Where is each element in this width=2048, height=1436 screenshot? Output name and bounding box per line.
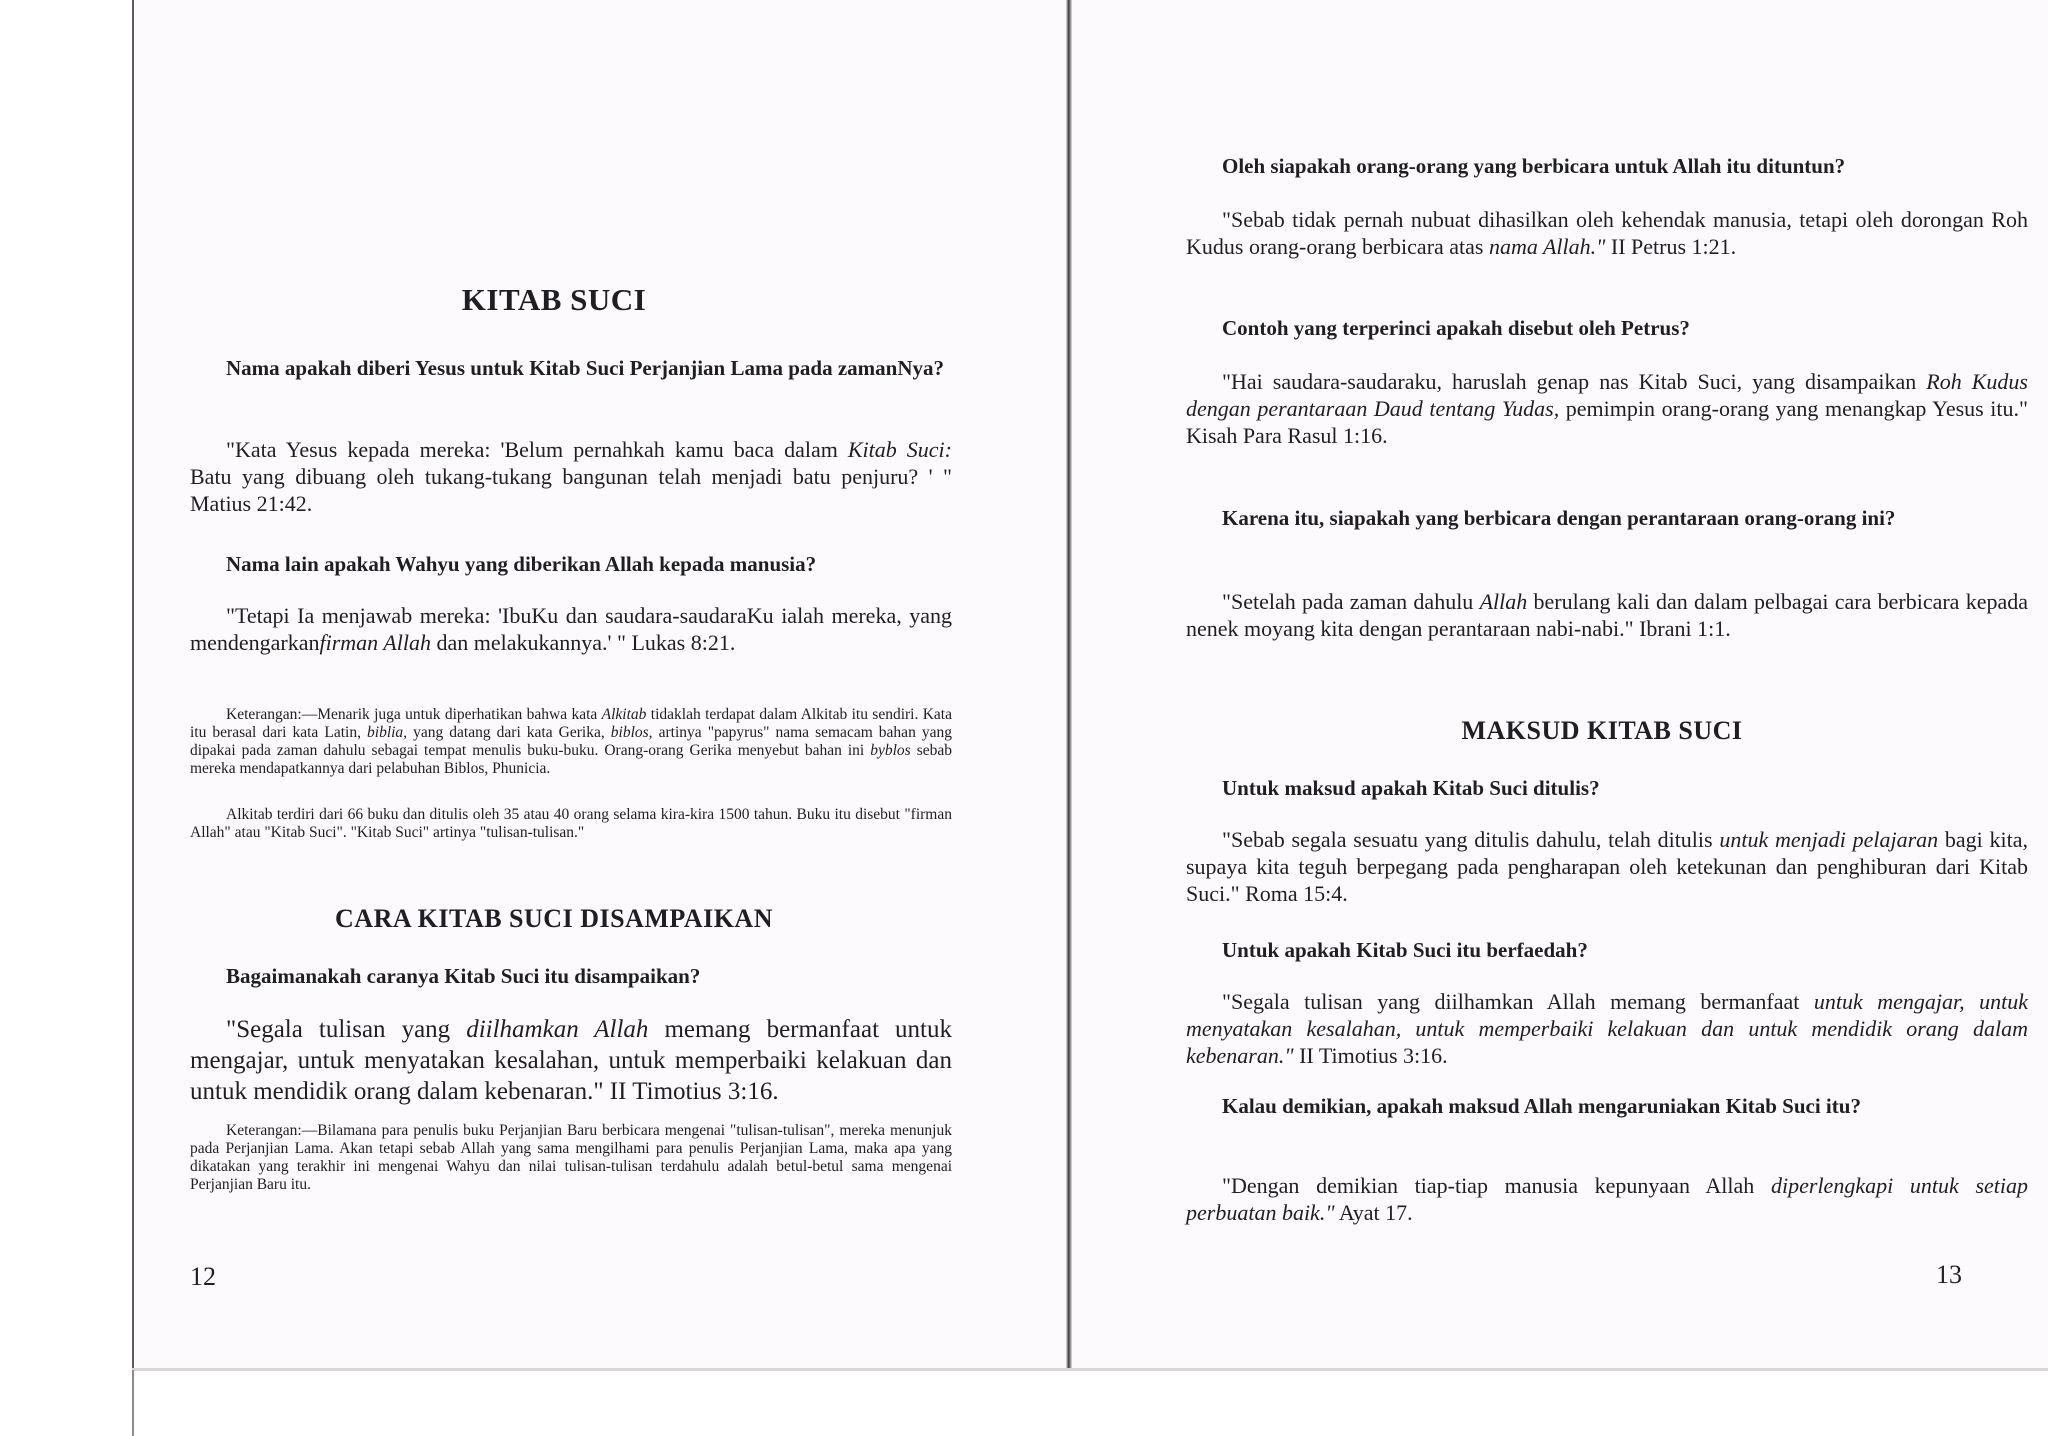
answer-2-text-end: pemimpin orang-orang yang menangkap Yesus itu." Kisah Para Rasul 1:16.	[1186, 396, 2029, 448]
question-3: Karena itu, siapakah yang berbicara dengan perantaraan orang-orang ini?	[1222, 506, 1896, 530]
answer-2-text-end: dan melakukannya.' " Lukas 8:21.	[430, 630, 736, 655]
note-1-paragraph-2: Alkitab terdiri dari 66 buku dan ditulis oleh 35 atau 40 orang selama kira-kira 1500 tahun. Buku itu disebut "firman Allah" atau "Kitab Suci". "Kitab Suci" artinya "tulisan-tulisan."	[190, 806, 952, 841]
answer-6-text: "Dengan demikian tiap-tiap manusia kepunyaan Allah	[1222, 1173, 1771, 1198]
answer-1	[190, 436, 952, 517]
note-1-text-e: sebab mereka mendapatkannya dari pelabuhan Biblos, Phunicia.	[190, 742, 953, 777]
answer-4-text-end: bagi kita, supaya kita teguh berpegang pada pengharapan oleh ketekunan dan penghiburan dari Kitab Suci." Roma 15:4.	[1186, 827, 2028, 906]
note-2: Keterangan:—Bilamana para penulis buku Perjanjian Baru berbicara mengenai "tulisan-tulisan", mereka menunjuk pada Perjanjian Lama. Akan tetapi sebab Allah yang sama mengilhami para penulis Perjanjian Lama, maka apa yang dikatakan yang terakhir ini mengenai Wahyu dan nilai tulisan-tulisan terdahulu adalah betul-betul sama mengenai Perjanjian Baru itu.	[190, 1122, 952, 1193]
answer-2-text: "Tetapi Ia menjawab mereka: 'IbuKu dan saudara-saudaraKu ialah mereka, yang mendengarkan	[190, 603, 952, 655]
answer-3-italic: Allah	[1479, 589, 1528, 614]
note-1-text-d: artinya "papyrus" nama semacam bahan yang dipakai pada zaman dahulu sebagai tempat menulis buku-buku. Orang-orang Gerika menyebut bahan ini	[190, 724, 952, 759]
answer-6	[1186, 1172, 2028, 1226]
section-heading: MAKSUD KITAB SUCI	[1461, 716, 1743, 745]
answer-1-text: "Kata Yesus kepada mereka: 'Belum pernahkah kamu baca dalam	[226, 437, 848, 462]
answer-1-italic: Kitab Suci:	[847, 437, 952, 462]
question-1: Oleh siapakah orang-orang yang berbicara untuk Allah itu dituntun?	[1222, 154, 1846, 178]
answer-1	[1186, 206, 2028, 260]
note-1-text-b: tidaklah terdapat dalam Alkitab itu sendiri. Kata itu berasal dari kata Latin,	[190, 706, 952, 741]
page-number: 13	[1936, 1260, 1962, 1289]
answer-2	[1186, 368, 2028, 449]
right-page	[1072, 0, 2048, 1370]
section-heading: CARA KITAB SUCI DISAMPAIKAN	[335, 904, 773, 933]
answer-2	[190, 602, 952, 656]
answer-3-text-end: memang bermanfaat untuk mengajar, untuk menyatakan kesalahan, untuk memperbaiki kelakuan dan untuk mendidik orang dalam kebenaran." II Timotius 3:16.	[190, 1016, 952, 1105]
answer-5-text-end: II Timotius 3:16.	[1293, 1043, 1448, 1068]
answer-3	[1186, 588, 2028, 642]
answer-4-text: "Sebab segala sesuatu yang ditulis dahulu, telah ditulis	[1222, 827, 1720, 852]
answer-4	[1186, 826, 2028, 907]
question-1: Nama apakah diberi Yesus untuk Kitab Suci Perjanjian Lama pada zamanNya?	[226, 356, 944, 380]
question-2: Nama lain apakah Wahyu yang diberikan Allah kepada manusia?	[226, 552, 817, 576]
answer-5-italic: untuk mengajar, untuk menyatakan kesalahan, untuk memperbaiki kelakuan dan untuk mendidik orang dalam kebenaran."	[1186, 989, 2028, 1068]
page-title: KITAB SUCI	[461, 282, 647, 317]
left-page	[132, 0, 1070, 1370]
note-1-text-a: Keterangan:—Menarik juga untuk diperhatikan bahwa kata	[226, 706, 602, 723]
scan-edge-line	[132, 1370, 134, 1436]
answer-1-text-end: II Petrus 1:21.	[1605, 234, 1737, 259]
note-1-italic-4: byblos	[870, 742, 911, 759]
answer-2-text: "Hai saudara-saudaraku, haruslah genap nas Kitab Suci, yang disampaikan	[1222, 369, 1927, 394]
answer-3	[190, 1014, 952, 1107]
note-1-italic-1: Alkitab	[601, 706, 647, 723]
question-5: Untuk apakah Kitab Suci itu berfaedah?	[1222, 938, 1588, 962]
page-number: 12	[190, 1262, 216, 1291]
answer-4-italic: untuk menjadi pelajaran	[1719, 827, 1939, 852]
question-4: Untuk maksud apakah Kitab Suci ditulis?	[1222, 776, 1600, 800]
answer-1-text: "Sebab tidak pernah nubuat dihasilkan oleh kehendak manusia, tetapi oleh dorongan Roh Kudus orang-orang berbicara atas	[1186, 207, 2028, 259]
answer-2-italic: Roh Kudus dengan perantaraan Daud tentang Yudas,	[1186, 369, 2028, 421]
answer-3-italic: diilhamkan Allah	[466, 1016, 649, 1043]
answer-6-text-end: Ayat 17.	[1334, 1200, 1413, 1225]
answer-1-italic: nama Allah."	[1488, 234, 1606, 259]
note-1	[190, 706, 952, 778]
answer-5-text: "Segala tulisan yang diilhamkan Allah memang bermanfaat	[1222, 989, 1814, 1014]
page-bottom-edge	[132, 1368, 2048, 1371]
answer-5	[1186, 988, 2028, 1069]
answer-3-text-end: berulang kali dan dalam pelbagai cara berbicara kepada nenek moyang kita dengan perantaraan nabi-nabi." Ibrani 1:1.	[1186, 589, 2028, 641]
note-1-italic-2: biblia,	[367, 724, 408, 741]
question-6: Kalau demikian, apakah maksud Allah mengaruniakan Kitab Suci itu?	[1222, 1094, 1861, 1118]
question-2: Contoh yang terperinci apakah disebut oleh Petrus?	[1222, 316, 1690, 340]
question-3: Bagaimanakah caranya Kitab Suci itu disampaikan?	[226, 964, 701, 988]
note-1-text-c: yang datang dari kata Gerika,	[407, 724, 611, 741]
answer-2-italic: firman Allah	[319, 630, 431, 655]
answer-3-text: "Setelah pada zaman dahulu	[1222, 589, 1480, 614]
answer-1-text-end: Batu yang dibuang oleh tukang-tukang bangunan telah menjadi batu penjuru? ' " Matius 21:42.	[190, 464, 952, 516]
note-1-italic-3: biblos,	[610, 724, 653, 741]
answer-3-text: "Segala tulisan yang	[226, 1016, 467, 1043]
answer-6-italic: diperlengkapi untuk setiap perbuatan baik."	[1186, 1173, 2029, 1225]
